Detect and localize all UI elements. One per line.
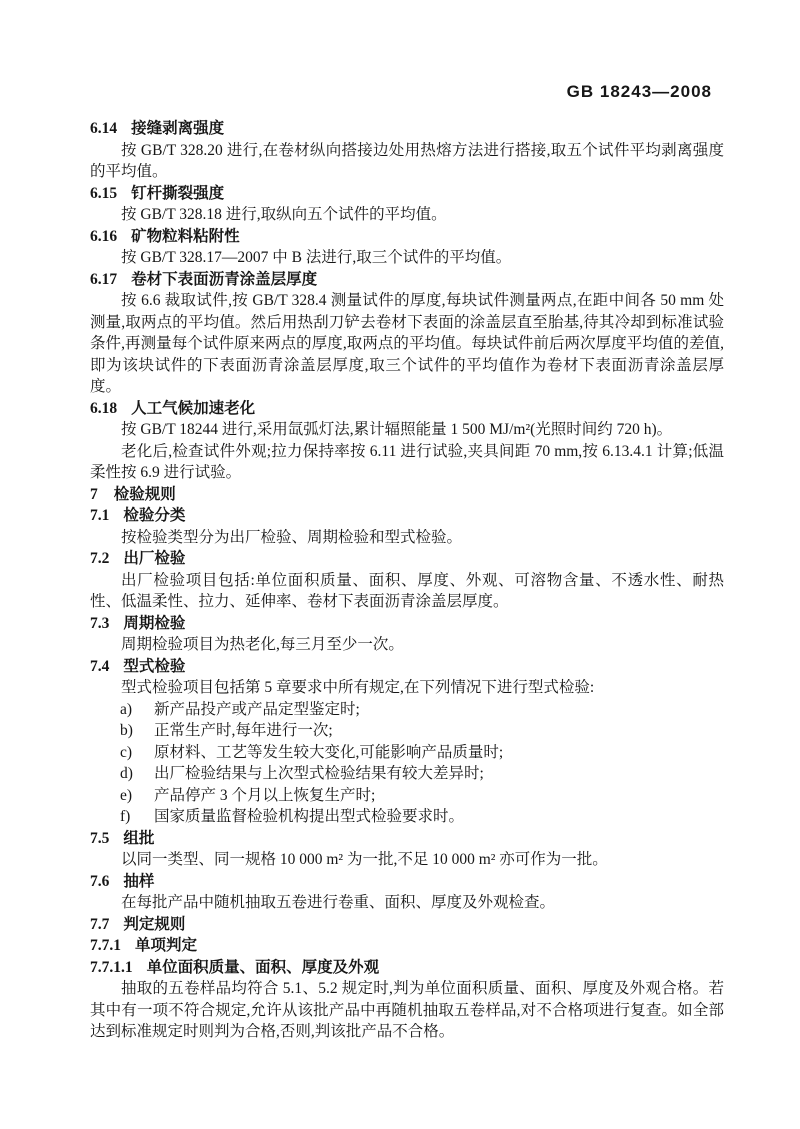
clause-title: 单位面积质量、面积、厚度及外观 [146, 958, 380, 976]
clause-title: 卷材下表面沥青涂盖层厚度 [131, 270, 318, 288]
list-item-e [90, 785, 724, 807]
clause-title: 检验分类 [123, 507, 186, 524]
list-text: 新产品投产或产品定型鉴定时; [154, 700, 360, 718]
clause-heading-7-7-1 [90, 935, 724, 957]
clause-title: 判定规则 [123, 915, 186, 933]
clause-number: 6.17 [90, 270, 118, 288]
list-text: 产品停产 3 个月以上恢复生产时; [154, 786, 376, 804]
clause-number: 7.7.1 [90, 937, 121, 954]
clause-number: 6.16 [90, 227, 118, 245]
clause-heading-7-2 [90, 548, 724, 570]
list-marker: f) [120, 808, 131, 825]
clause-title: 周期检验 [123, 614, 186, 632]
list-item-a [90, 699, 724, 721]
clause-number: 6.14 [90, 120, 118, 137]
list-marker: a) [120, 700, 133, 718]
clause-number: 6.18 [90, 399, 118, 417]
clause-heading-6-15 [90, 183, 724, 205]
clause-heading-7-1 [90, 505, 724, 527]
clause-heading-6-16 [90, 226, 724, 248]
clause-text-7-6: 在每批产品中随机抽取五卷进行卷重、面积、厚度及外观检查。 [121, 894, 556, 911]
list-marker: e) [120, 786, 133, 804]
clause-number: 7.4 [90, 657, 110, 675]
list-item-d [90, 763, 724, 785]
clause-text-6-18-b: 老化后,检查试件外观;拉力保持率按 6.11 进行试验,夹具间距 70 mm,按 6.13.4.1 计算;低温柔性按 6.9 进行试验。 [90, 442, 724, 481]
clause-text-6-16: 按 GB/T 328.17—2007 中 B 法进行,取三个试件的平均值。 [121, 249, 512, 266]
clause-heading-7-4 [90, 656, 724, 678]
clause-title: 抽样 [123, 872, 155, 890]
clause-heading-6-18 [90, 398, 724, 420]
clause-title: 接缝剥离强度 [131, 120, 225, 137]
clause-title: 矿物粒料粘附性 [131, 227, 240, 245]
clause-heading-7-7 [90, 914, 724, 936]
standard-number: GB 18243—2008 [566, 82, 712, 101]
clause-text-7-5: 以同一类型、同一规格 10 000 m² 为一批,不足 10 000 m² 亦可作为一批。 [121, 851, 608, 868]
list-item-c [90, 742, 724, 764]
clause-text-7-1: 按检验类型分为出厂检验、周期检验和型式检验。 [121, 528, 463, 546]
document-body [90, 118, 724, 1043]
clause-text-7-3: 周期检验项目为热老化,每三月至少一次。 [121, 636, 404, 653]
clause-number: 7.5 [90, 829, 110, 847]
clause-text-6-14: 按 GB/T 328.20 进行,在卷材纵向搭接边处用热熔方法进行搭接,取五个试件平均剥离强度的平均值。 [90, 141, 724, 180]
clause-text-6-17: 按 6.6 裁取试件,按 GB/T 328.4 测量试件的厚度,每块试件测量两点,在距中间各 50 mm 处测量,取两点的平均值。然后用热刮刀铲去卷材下表面的涂盖层直至胎基,待其冷却到标准试验条件,再测量每个试件原来两点的厚度,取两点的平均值。每块试件前后两次厚度平均值的差值,即为该块试件的下表面沥青涂盖层厚度,取三个试件的平均值作为卷材下表面沥青涂盖层厚度。 [90, 292, 724, 395]
clause-text-6-18-a: 按 GB/T 18244 进行,采用氙弧灯法,累计辐照能量 1 500 MJ/m²(光照时间约 720 h)。 [121, 421, 673, 438]
list-marker: b) [120, 722, 133, 739]
clause-title: 出厂检验 [123, 550, 186, 567]
list-text: 国家质量监督检验机构提出型式检验要求时。 [154, 808, 465, 825]
clause-number: 7.6 [90, 872, 110, 890]
clause-heading-7-3 [90, 613, 724, 635]
chapter-number: 7 [90, 485, 98, 503]
clause-number: 7.2 [90, 550, 110, 567]
clause-number: 7.3 [90, 614, 110, 632]
list-text: 出厂检验结果与上次型式检验结果有较大差异时; [154, 765, 484, 782]
chapter-title: 检验规则 [113, 485, 176, 503]
clause-number: 7.7.1.1 [90, 958, 133, 976]
clause-text-7-2: 出厂检验项目包括:单位面积质量、面积、厚度、外观、可溶物含量、不透水性、耐热性、低温柔性、拉力、延伸率、卷材下表面沥青涂盖层厚度。 [90, 571, 724, 610]
clause-text-7-7-1-1: 抽取的五卷样品均符合 5.1、5.2 规定时,判为单位面积质量、面积、厚度及外观合格。若其中有一项不符合规定,允许从该批产品中再随机抽取五卷样品,对不合格项进行复查。如全部达到标准规定时则判为合格,否则,判该批产品不合格。 [90, 980, 724, 1040]
clause-title: 人工气候加速老化 [131, 399, 256, 417]
clause-heading-7-5 [90, 828, 724, 850]
clause-title: 钉杆撕裂强度 [131, 184, 225, 202]
clause-heading-6-17 [90, 269, 724, 291]
list-item-b [90, 720, 724, 742]
clause-text-6-15: 按 GB/T 328.18 进行,取纵向五个试件的平均值。 [121, 206, 447, 223]
clause-heading-7-7-1-1 [90, 957, 724, 979]
clause-heading-6-14 [90, 118, 724, 140]
list-text: 正常生产时,每年进行一次; [154, 722, 333, 739]
clause-number: 7.1 [90, 507, 110, 524]
list-item-f [90, 806, 724, 828]
chapter-heading-7 [90, 484, 724, 506]
clause-title: 单项判定 [135, 937, 198, 954]
list-marker: c) [120, 743, 133, 761]
clause-title: 型式检验 [123, 657, 186, 675]
clause-text-7-4: 型式检验项目包括第 5 章要求中所有规定,在下列情况下进行型式检验: [121, 679, 595, 696]
list-marker: d) [120, 765, 133, 782]
clause-heading-7-6 [90, 871, 724, 893]
clause-number: 6.15 [90, 184, 118, 202]
list-text: 原材料、工艺等发生较大变化,可能影响产品质量时; [154, 743, 504, 761]
clause-number: 7.7 [90, 915, 110, 933]
clause-title: 组批 [123, 829, 155, 847]
